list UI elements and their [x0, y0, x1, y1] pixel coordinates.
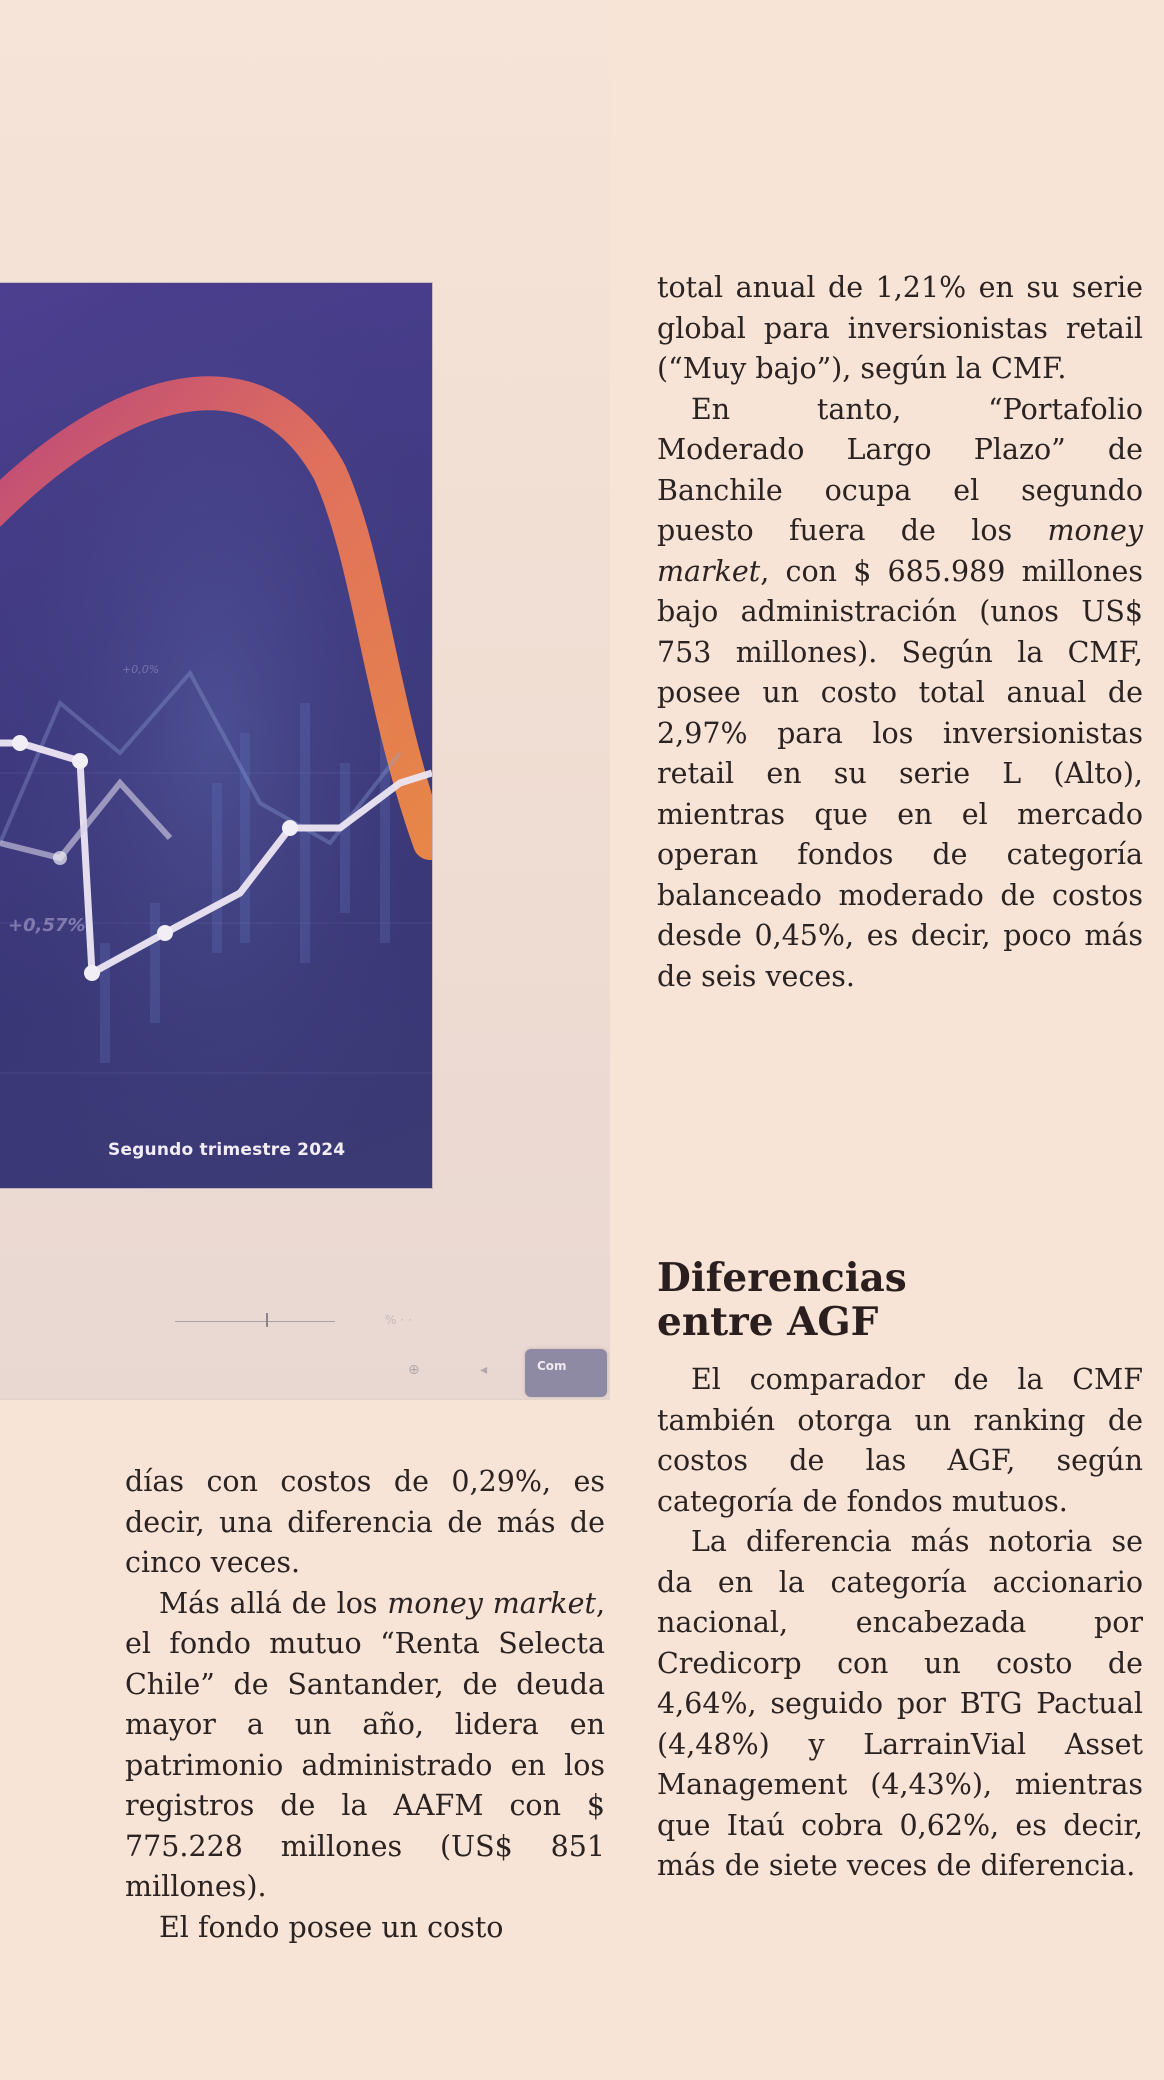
article-column-right-bottom [657, 1360, 1143, 1887]
article-column-left [125, 1462, 605, 1948]
article-photo [0, 0, 610, 1400]
article-column-right-top [657, 268, 1143, 997]
paragraph: total anual de 1,21% en su serie global para inversionistas retail (“Muy bajo”), según la CMF. [657, 271, 1143, 385]
share-button[interactable] [525, 1349, 607, 1397]
slide-caption: Segundo trimestre 2024 [108, 1140, 346, 1160]
toolbar-icons[interactable]: ⊕ ◂ [408, 1362, 516, 1378]
section-heading-line-2: entre AGF [657, 1299, 879, 1345]
toolbar-faint-text: % · · [385, 1313, 412, 1327]
chart-slide-image [0, 283, 432, 1188]
share-button-label: Com [537, 1359, 567, 1373]
slide-small-label: +0,0% [122, 663, 160, 676]
paragraph: El comparador de la CMF también otorga un ranking de costos de las AGF, según categoría de fondos mutuos. [657, 1363, 1143, 1518]
italic-term: money market [657, 514, 1143, 588]
section-heading-line-1: Diferencias [657, 1255, 907, 1301]
paragraph: días con costos de 0,29%, es decir, una diferencia de más de cinco veces. [125, 1465, 605, 1579]
timeline-slider-handle[interactable] [266, 1313, 268, 1327]
slide-graphic [0, 283, 432, 1188]
section-heading [657, 1256, 907, 1344]
paragraph: La diferencia más notoria se da en la categoría accionario nacional, encabezada por Credicorp con un costo de 4,64%, seguido por BTG Pactual (4,48%) y LarrainVial Asset Management (4,43%), mientras que Itaú cobra 0,62%, es decir, más de siete veces de diferencia. [657, 1525, 1143, 1882]
photo-border [0, 1398, 610, 1400]
paragraph: En tanto, “Portafolio Moderado Largo Plazo” de Banchile ocupa el segundo puesto fuera de los money market, con $ 685.989 millones bajo administración (unos US$ 753 millones). Según la CMF, posee un costo total anual de 2,97% para los inversionistas retail en su serie L (Alto), mientras que en el mercado operan fondos de categoría balanceado moderado de costos desde 0,45%, es decir, poco más de seis veces. [657, 392, 1143, 993]
timeline-slider-track[interactable] [175, 1321, 335, 1322]
paragraph: Más allá de los money market, el fondo mutuo “Renta Selecta Chile” de Santander, de deuda mayor a un año, lidera en patrimonio administrado en los registros de la AAFM con $ 775.228 millones (US$ 851 millones). [125, 1586, 605, 1903]
paragraph: El fondo posee un costo [159, 1910, 504, 1944]
italic-term: money market [387, 1586, 596, 1620]
slide-percent-label: +0,57% [8, 915, 86, 936]
